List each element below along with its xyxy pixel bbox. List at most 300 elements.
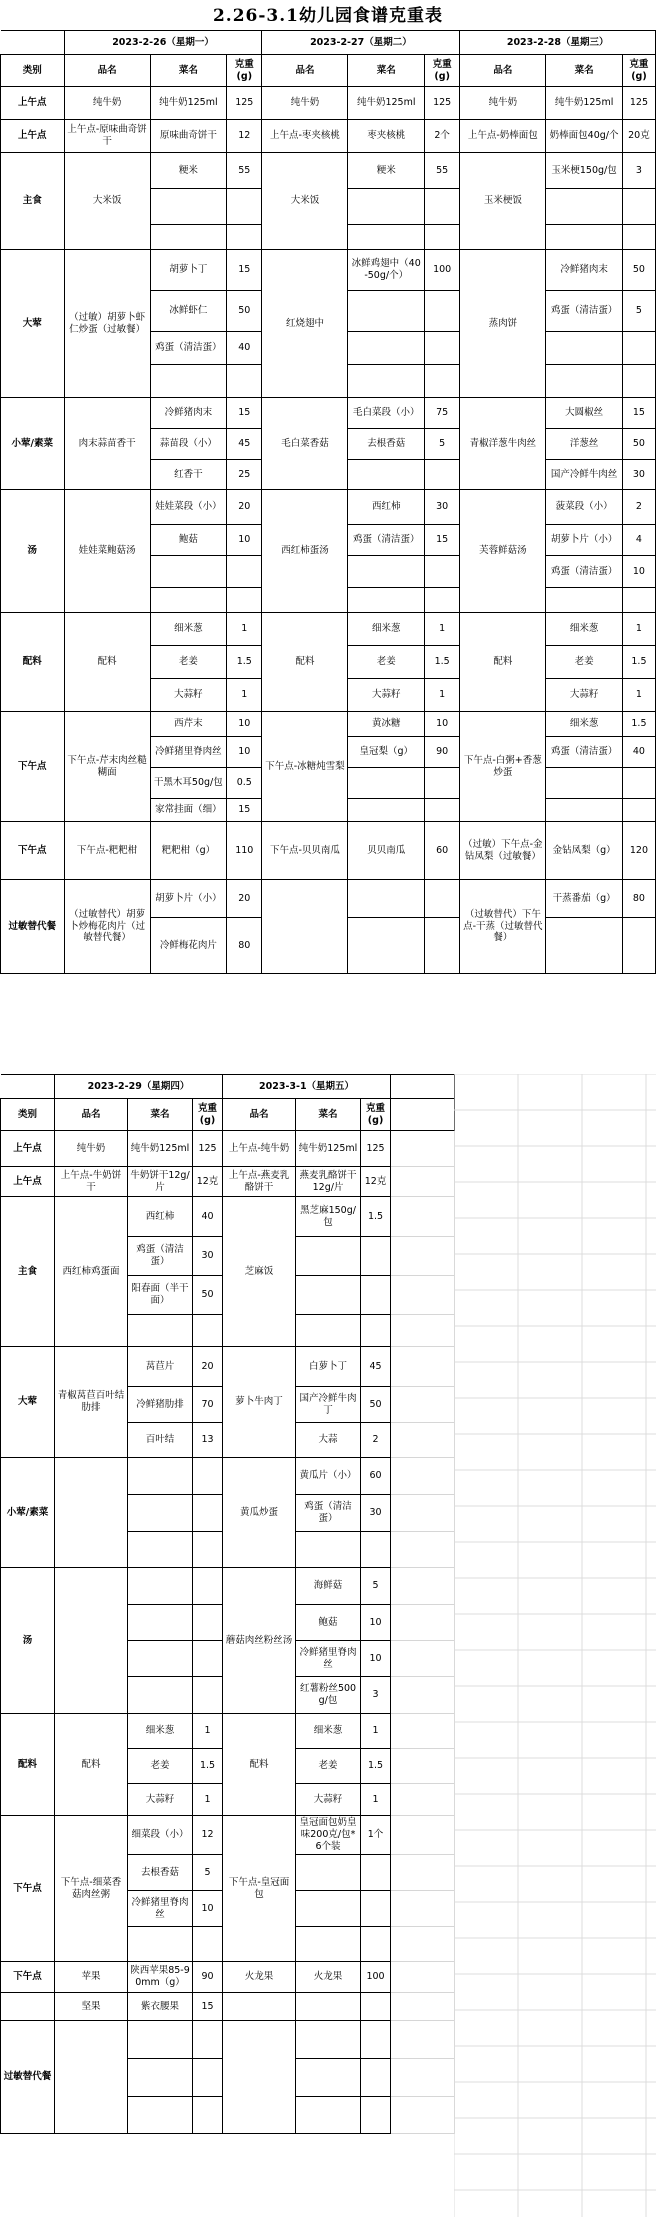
weight-cell: [424, 332, 459, 365]
category-cell: 主食: [1, 1197, 55, 1347]
dish-cell: 西红柿: [128, 1197, 193, 1237]
dish-cell: 老姜: [546, 646, 623, 679]
dish-cell: 大蒜籽: [128, 1784, 193, 1816]
header-category: 类别: [1, 1099, 55, 1131]
empty-cell: [391, 1855, 455, 1891]
weight-cell: 70: [193, 1387, 223, 1423]
product-cell: 芙蓉鲜菇汤: [460, 490, 546, 613]
menu-row: [1, 398, 656, 429]
weight-cell: 10: [227, 712, 262, 737]
weight-cell: 13: [193, 1423, 223, 1458]
dish-cell: 西红柿: [348, 490, 425, 525]
product-cell: 配料: [223, 1714, 296, 1816]
dish-cell: [150, 588, 227, 613]
empty-cell: [391, 1495, 455, 1532]
header-weight: 克重(g): [424, 55, 459, 87]
category-cell: 大荤: [1, 250, 65, 398]
dish-cell: [128, 1927, 193, 1962]
dish-cell: [150, 225, 227, 250]
dish-cell: [128, 1532, 193, 1568]
menu-row: [1, 1131, 455, 1167]
weight-cell: 20: [227, 490, 262, 525]
product-cell: 下午点-细菜香菇肉丝粥: [55, 1816, 128, 1962]
weight-cell: 15: [227, 799, 262, 822]
dish-cell: [546, 588, 623, 613]
weight-cell: 15: [424, 525, 459, 556]
dish-cell: [348, 799, 425, 822]
header-weight: 克重(g): [622, 55, 655, 87]
dish-cell: 百叶结: [128, 1423, 193, 1458]
product-cell: （过敏）胡萝卜虾仁炒蛋（过敏餐）: [64, 250, 150, 398]
weight-cell: 50: [622, 250, 655, 291]
category-cell: 小荤/素菜: [1, 1458, 55, 1568]
dish-cell: [546, 225, 623, 250]
empty-cell: [391, 2021, 455, 2059]
weight-cell: [424, 460, 459, 490]
weight-cell: 15: [193, 1993, 223, 2021]
menu-row: [1, 87, 656, 120]
dish-cell: 大蒜籽: [150, 679, 227, 712]
weight-cell: [193, 1532, 223, 1568]
dish-cell: [348, 365, 425, 398]
dish-cell: 细米葱: [546, 613, 623, 646]
empty-cell: [391, 1891, 455, 1927]
weight-cell: [361, 1993, 391, 2021]
weight-cell: 55: [227, 153, 262, 189]
header-product: 品名: [55, 1099, 128, 1131]
dish-cell: 海鲜菇: [296, 1568, 361, 1605]
category-cell: [1, 1993, 55, 2021]
product-cell: （过敏替代）胡萝卜炒梅花肉片（过敏替代餐）: [64, 880, 150, 974]
product-cell: 娃娃菜鲍菇汤: [64, 490, 150, 613]
dish-cell: 细米葱: [296, 1714, 361, 1749]
weight-cell: 50: [193, 1276, 223, 1315]
weight-cell: 1: [193, 1714, 223, 1749]
dish-cell: 娃娃菜段（小）: [150, 490, 227, 525]
weight-cell: 125: [193, 1131, 223, 1167]
header-product: 品名: [262, 55, 348, 87]
dish-cell: [296, 1891, 361, 1927]
weight-cell: 80: [622, 880, 655, 918]
weight-cell: 125: [361, 1131, 391, 1167]
weight-cell: [227, 588, 262, 613]
menu-row: [1, 490, 656, 525]
weight-cell: 1.5: [622, 646, 655, 679]
category-cell: 上午点: [1, 1131, 55, 1167]
empty-grid: [454, 1074, 656, 2217]
dish-cell: 大蒜: [296, 1423, 361, 1458]
weight-cell: [193, 1495, 223, 1532]
dish-cell: [348, 556, 425, 588]
weight-cell: 25: [227, 460, 262, 490]
dish-cell: 鸡蛋（清洁蛋）: [546, 737, 623, 768]
dish-cell: 鸡蛋（清洁蛋）: [546, 291, 623, 332]
weight-cell: 40: [622, 737, 655, 768]
weight-cell: 110: [227, 822, 262, 880]
weight-cell: [193, 1641, 223, 1677]
dish-cell: [128, 2097, 193, 2134]
weight-cell: 55: [424, 153, 459, 189]
dish-cell: [348, 768, 425, 799]
dish-cell: [128, 1315, 193, 1347]
menu-row: [1, 613, 656, 646]
dish-cell: 菠菜段（小）: [546, 490, 623, 525]
weight-cell: 5: [424, 429, 459, 460]
dish-cell: 鸡蛋（清洁蛋）: [296, 1495, 361, 1532]
dish-cell: 纯牛奶125ml: [296, 1131, 361, 1167]
weight-cell: [361, 2097, 391, 2134]
category-cell: 配料: [1, 1714, 55, 1816]
weight-cell: 30: [424, 490, 459, 525]
dish-cell: [546, 189, 623, 225]
empty-cell: [391, 1962, 455, 1993]
weight-cell: 15: [622, 398, 655, 429]
dish-cell: [296, 1855, 361, 1891]
column-header-row: [1, 55, 656, 87]
weight-cell: 10: [227, 525, 262, 556]
category-cell: 下午点: [1, 1816, 55, 1962]
weight-cell: 1.5: [361, 1197, 391, 1237]
weight-cell: 125: [227, 87, 262, 120]
weight-cell: [361, 1855, 391, 1891]
weight-cell: 5: [361, 1568, 391, 1605]
header-product: 品名: [223, 1099, 296, 1131]
product-cell: 纯牛奶: [460, 87, 546, 120]
weight-cell: [193, 2097, 223, 2134]
day-header: 2023-2-28（星期三）: [460, 31, 656, 55]
weight-cell: [424, 291, 459, 332]
menu-row: [1, 1458, 455, 1495]
dish-cell: 家常挂面（细）: [150, 799, 227, 822]
dish-cell: 皇冠面包奶皇味200克/包*6个装: [296, 1816, 361, 1855]
dish-cell: 胡萝卜片（小）: [150, 880, 227, 918]
product-cell: 配料: [262, 613, 348, 712]
dish-cell: 纯牛奶125ml: [348, 87, 425, 120]
dish-cell: [546, 799, 623, 822]
dish-cell: 鲍菇: [296, 1605, 361, 1641]
weight-cell: 125: [424, 87, 459, 120]
dish-cell: 细米葱: [348, 613, 425, 646]
weight-cell: [193, 2021, 223, 2059]
dish-cell: 大蒜籽: [546, 679, 623, 712]
dish-cell: 鸡蛋（清洁蛋）: [546, 556, 623, 588]
weight-cell: 1.5: [227, 646, 262, 679]
weight-cell: [622, 799, 655, 822]
category-cell: 上午点: [1, 1167, 55, 1197]
empty-cell: [391, 1816, 455, 1855]
product-cell: 上午点-燕麦乳酪饼干: [223, 1167, 296, 1197]
empty-cell: [391, 1641, 455, 1677]
product-cell: [55, 2021, 128, 2134]
dish-cell: [296, 1276, 361, 1315]
dish-cell: 牛奶饼干12g/片: [128, 1167, 193, 1197]
weight-cell: 1: [227, 679, 262, 712]
weight-cell: [424, 768, 459, 799]
weight-cell: 15: [227, 250, 262, 291]
weight-cell: 75: [424, 398, 459, 429]
dish-cell: 粳米: [150, 153, 227, 189]
product-cell: 坚果: [55, 1993, 128, 2021]
product-cell: 纯牛奶: [55, 1131, 128, 1167]
empty-cell: [391, 1099, 455, 1131]
dish-cell: 鸡蛋（清洁蛋）: [128, 1237, 193, 1276]
menu-row: [1, 1993, 455, 2021]
weight-cell: 1: [622, 613, 655, 646]
category-cell: 大荤: [1, 1347, 55, 1458]
dish-cell: 冷鲜猪里脊肉丝: [150, 737, 227, 768]
dish-cell: [348, 291, 425, 332]
empty-cell: [391, 1387, 455, 1423]
weight-cell: 15: [227, 398, 262, 429]
category-cell: 下午点: [1, 712, 65, 822]
dish-cell: [296, 2097, 361, 2134]
product-cell: 下午点-皇冠面包: [223, 1816, 296, 1962]
product-cell: [262, 880, 348, 974]
dish-cell: [128, 1605, 193, 1641]
category-cell: 过敏替代餐: [1, 880, 65, 974]
menu-row: [1, 1568, 455, 1605]
menu-table-week1: [0, 30, 656, 974]
menu-row: [1, 2021, 455, 2059]
product-cell: 纯牛奶: [64, 87, 150, 120]
dish-cell: 冷鲜猪里脊肉丝: [128, 1891, 193, 1927]
dish-cell: 粳米: [348, 153, 425, 189]
weight-cell: [361, 2059, 391, 2097]
product-cell: 大米饭: [262, 153, 348, 250]
menu-row: [1, 250, 656, 291]
weight-cell: 120: [622, 822, 655, 880]
empty-cell: [391, 1276, 455, 1315]
empty-cell: [391, 1677, 455, 1714]
category-cell: 过敏替代餐: [1, 2021, 55, 2134]
dish-cell: [546, 918, 623, 974]
empty-cell: [391, 1167, 455, 1197]
product-cell: 下午点-冰糖炖雪梨: [262, 712, 348, 822]
category-cell: 配料: [1, 613, 65, 712]
dish-cell: [128, 2021, 193, 2059]
dish-cell: [546, 365, 623, 398]
weight-cell: [424, 556, 459, 588]
header-weight: 克重(g): [227, 55, 262, 87]
weight-cell: 10: [424, 712, 459, 737]
spreadsheet-grid-area: [454, 1074, 656, 2217]
weight-cell: [193, 1927, 223, 1962]
product-cell: 下午点-芹末肉丝糙糊面: [64, 712, 150, 822]
product-cell: 肉末蒜苗香干: [64, 398, 150, 490]
weight-cell: 30: [622, 460, 655, 490]
dish-cell: 紫衣腰果: [128, 1993, 193, 2021]
dish-cell: [128, 1495, 193, 1532]
weight-cell: 100: [424, 250, 459, 291]
weight-cell: [424, 189, 459, 225]
weight-cell: [622, 588, 655, 613]
weight-cell: 50: [361, 1387, 391, 1423]
dish-cell: 干蒸番茄（g）: [546, 880, 623, 918]
dish-cell: 蒜苗段（小）: [150, 429, 227, 460]
weight-cell: [361, 1891, 391, 1927]
weight-cell: 40: [227, 332, 262, 365]
dish-cell: 毛白菜段（小）: [348, 398, 425, 429]
weight-cell: 60: [361, 1458, 391, 1495]
product-cell: 红烧翅中: [262, 250, 348, 398]
weight-cell: 80: [227, 918, 262, 974]
weight-cell: 5: [193, 1855, 223, 1891]
weight-cell: 20: [227, 880, 262, 918]
header-product: 品名: [64, 55, 150, 87]
category-cell: 小荤/素菜: [1, 398, 65, 490]
product-cell: 火龙果: [223, 1962, 296, 1993]
dish-cell: 干黑木耳50g/包: [150, 768, 227, 799]
weight-cell: 10: [361, 1605, 391, 1641]
weight-cell: 1: [361, 1714, 391, 1749]
dish-cell: [348, 332, 425, 365]
category-cell: 上午点: [1, 120, 65, 153]
dish-cell: 红香干: [150, 460, 227, 490]
product-cell: 配料: [64, 613, 150, 712]
dish-cell: 冰鲜虾仁: [150, 291, 227, 332]
header-dish: 菜名: [546, 55, 623, 87]
product-cell: 苹果: [55, 1962, 128, 1993]
dish-cell: [128, 2059, 193, 2097]
weight-cell: 12: [227, 120, 262, 153]
dish-cell: 原味曲奇饼干: [150, 120, 227, 153]
dish-cell: [128, 1458, 193, 1495]
product-cell: 大米饭: [64, 153, 150, 250]
dish-cell: 红薯粉丝500g/包: [296, 1677, 361, 1714]
weight-cell: 2: [622, 490, 655, 525]
product-cell: [223, 2021, 296, 2134]
dish-cell: 纯牛奶125ml: [128, 1131, 193, 1167]
dish-cell: 燕麦乳酪饼干12g/片: [296, 1167, 361, 1197]
column-header-row: [1, 1099, 455, 1131]
weight-cell: 50: [227, 291, 262, 332]
weight-cell: [361, 1315, 391, 1347]
empty-cell: [391, 2059, 455, 2097]
dish-cell: [128, 1568, 193, 1605]
dish-cell: 大蒜籽: [296, 1784, 361, 1816]
menu-row: [1, 1714, 455, 1749]
menu-row: [1, 1167, 455, 1197]
product-cell: 下午点-白粥+香葱炒蛋: [460, 712, 546, 822]
dish-cell: 鸡蛋（清洁蛋）: [348, 525, 425, 556]
dish-cell: [348, 588, 425, 613]
product-cell: （过敏替代）下午点-干蒸（过敏替代餐）: [460, 880, 546, 974]
day-header: 2023-2-29（星期四）: [55, 1075, 223, 1099]
page-title: 2.26-3.1幼儿园食谱克重表: [212, 6, 444, 26]
weight-cell: 12: [193, 1816, 223, 1855]
weight-cell: 1: [622, 679, 655, 712]
dish-cell: 细菜段（小）: [128, 1816, 193, 1855]
dish-cell: [348, 225, 425, 250]
dish-cell: [348, 918, 425, 974]
product-cell: 上午点-纯牛奶: [223, 1131, 296, 1167]
dish-cell: 白萝卜丁: [296, 1347, 361, 1387]
dish-cell: [296, 1237, 361, 1276]
weight-cell: [193, 1677, 223, 1714]
day-header-row: [1, 1075, 455, 1099]
product-cell: （过敏）下午点-金钻凤梨（过敏餐）: [460, 822, 546, 880]
weight-cell: 45: [361, 1347, 391, 1387]
empty-cell: [391, 1075, 455, 1099]
weight-cell: [193, 1315, 223, 1347]
weight-cell: [227, 365, 262, 398]
weight-cell: 1.5: [424, 646, 459, 679]
empty-cell: [391, 1423, 455, 1458]
dish-cell: 黑芝麻150g/包: [296, 1197, 361, 1237]
dish-cell: 去根香菇: [128, 1855, 193, 1891]
dish-cell: 细米葱: [546, 712, 623, 737]
dish-cell: 冰鲜鸡翅中（40-50g/个）: [348, 250, 425, 291]
dish-cell: 冷鲜猪肉末: [546, 250, 623, 291]
product-cell: 黄瓜炒蛋: [223, 1458, 296, 1568]
weight-cell: 12克: [361, 1167, 391, 1197]
dish-cell: 胡萝卜丁: [150, 250, 227, 291]
dish-cell: 国产冷鲜牛肉丝: [546, 460, 623, 490]
dish-cell: 洋葱丝: [546, 429, 623, 460]
weight-cell: 1: [227, 613, 262, 646]
day-header: 2023-2-26（星期一）: [64, 31, 262, 55]
weight-cell: [622, 189, 655, 225]
product-cell: 上午点-枣夹核桃: [262, 120, 348, 153]
dish-cell: 鸡蛋（清洁蛋）: [150, 332, 227, 365]
weight-cell: 3: [622, 153, 655, 189]
dish-cell: [296, 1993, 361, 2021]
dish-cell: [296, 1927, 361, 1962]
dish-cell: 皇冠梨（g）: [348, 737, 425, 768]
dish-cell: 冷鲜梅花肉片: [150, 918, 227, 974]
dish-cell: [128, 1677, 193, 1714]
dish-cell: [348, 880, 425, 918]
weight-cell: [227, 556, 262, 588]
dish-cell: [296, 2021, 361, 2059]
product-cell: 青椒莴苣百叶结肋排: [55, 1347, 128, 1458]
weight-cell: 1.5: [361, 1749, 391, 1784]
dish-cell: 陕西苹果85-90mm（g）: [128, 1962, 193, 1993]
weight-cell: [622, 768, 655, 799]
weight-cell: 1: [424, 679, 459, 712]
weight-cell: 90: [193, 1962, 223, 1993]
product-cell: 西红柿蛋汤: [262, 490, 348, 613]
dish-cell: [296, 1532, 361, 1568]
product-cell: 下午点-粑粑柑: [64, 822, 150, 880]
empty-cell: [391, 1237, 455, 1276]
weight-cell: [424, 799, 459, 822]
dish-cell: [348, 460, 425, 490]
dish-cell: 老姜: [296, 1749, 361, 1784]
weight-cell: [622, 332, 655, 365]
empty-cell: [391, 1784, 455, 1816]
dish-cell: 贝贝南瓜: [348, 822, 425, 880]
product-cell: 毛白菜香菇: [262, 398, 348, 490]
weight-cell: [193, 1568, 223, 1605]
weight-cell: 20: [193, 1347, 223, 1387]
menu-row: [1, 120, 656, 153]
product-cell: 青椒洋葱牛肉丝: [460, 398, 546, 490]
dish-cell: 阳春面（半干面）: [128, 1276, 193, 1315]
weight-cell: [361, 2021, 391, 2059]
dish-cell: 火龙果: [296, 1962, 361, 1993]
product-cell: 蘑菇肉丝粉丝汤: [223, 1568, 296, 1714]
product-cell: 纯牛奶: [262, 87, 348, 120]
empty-cell: [391, 1749, 455, 1784]
dish-cell: 莴苣片: [128, 1347, 193, 1387]
menu-row: [1, 822, 656, 880]
category-cell: 上午点: [1, 87, 65, 120]
dish-cell: 黄冰糖: [348, 712, 425, 737]
weight-cell: [622, 918, 655, 974]
header-dish: 菜名: [128, 1099, 193, 1131]
menu-row: [1, 1197, 455, 1237]
